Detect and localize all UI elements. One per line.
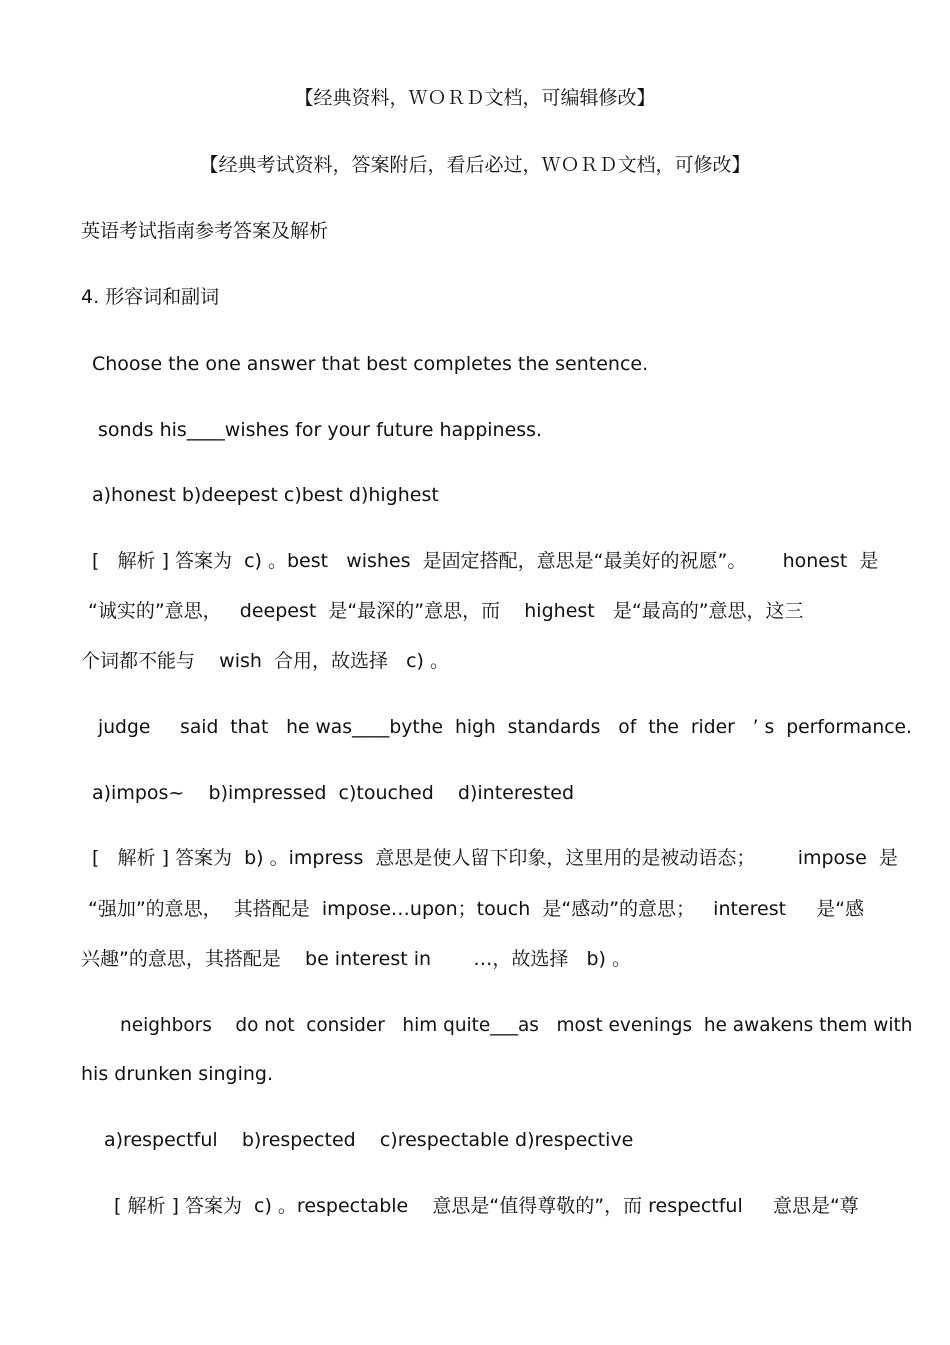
- question-1-options: a)honest b)deepest c)best d)highest: [92, 484, 439, 506]
- document-heading: 英语考试指南参考答案及解析: [81, 220, 329, 242]
- question-2-stem: judge said that he was____bythe high standards of the rider ’ s performance.: [98, 716, 913, 738]
- question-1-stem: sonds his____wishes for your future happiness.: [98, 419, 543, 441]
- question-1-analysis-line-3: 个词都不能与 wish 合用，故选择 c) 。: [81, 650, 450, 672]
- question-2-analysis-line-2: “强加”的意思， 其搭配是 impose…upon；touch 是“感动”的意思； interest 是“感: [88, 898, 865, 920]
- question-3-stem-line-1: neighbors do not consider him quite___as most evenings he awakens them with: [120, 1014, 913, 1036]
- question-1-analysis-line-2: “诚实的”意思， deepest 是“最深的”意思，而 highest 是“最高的”意思，这三: [88, 600, 804, 622]
- question-3-stem-line-2: his drunken singing.: [81, 1063, 274, 1085]
- question-2-options: a)impos~ b)impressed c)touched d)interested: [92, 782, 575, 804]
- question-2-analysis-line-1: [ 解析 ] 答案为 b) 。impress 意思是使人留下印象，这里用的是被动语态； impose 是: [92, 847, 898, 869]
- header-title-1: 【经典资料，ＷＯＲＤ文档，可编辑修改】: [294, 87, 656, 109]
- question-2-analysis-line-3: 兴趣”的意思，其搭配是 be interest in …，故选择 b) 。: [81, 948, 631, 970]
- question-1-analysis-line-1: [ 解析 ] 答案为 c) 。best wishes 是固定搭配，意思是“最美好的祝愿”。 honest 是: [92, 550, 879, 572]
- instruction-text: Choose the one answer that best completes the sentence.: [92, 353, 649, 375]
- section-heading: 4. 形容词和副词: [81, 286, 220, 308]
- question-3-analysis-line-1: [ 解析 ] 答案为 c) 。respectable 意思是“值得尊敬的”，而 respectful 意思是“尊: [114, 1195, 859, 1217]
- header-title-2: 【经典考试资料，答案附后，看后必过，ＷＯＲＤ文档，可修改】: [199, 154, 751, 176]
- question-3-options: a)respectful b)respected c)respectable d)respective: [104, 1129, 634, 1151]
